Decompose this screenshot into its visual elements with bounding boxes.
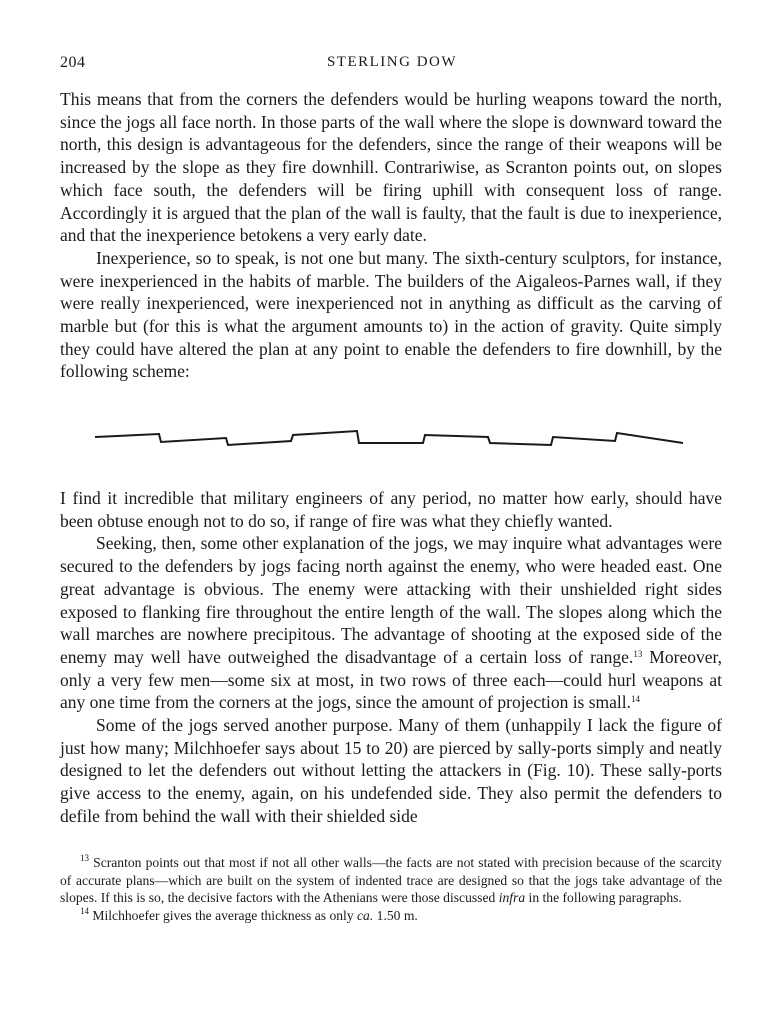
main-text-upper	[60, 88, 722, 383]
footnote-italic: ca.	[357, 907, 374, 923]
running-head: STERLING DOW	[326, 54, 458, 70]
footnote-14	[60, 907, 722, 925]
paragraph: I find it incredible that military engineers of any period, no matter how early, should have been obtuse enough not to do so, if range of fire was what they chiefly wanted.	[60, 488, 722, 531]
paragraph	[60, 532, 722, 714]
footnote-mark: 14	[80, 905, 89, 916]
paragraph: Some of the jogs served another purpose. Many of them (unhappily I lack the figure of just how many; Milchhoefer says about 15 to 20) are pierced by sally-ports simply and neatly designed to let the defenders out without letting the attackers in (Fig. 10). These sally-ports give access to the enemy, again, on his undefended side. They also permit the defenders to defile from behind the wall with their shielded side	[60, 715, 722, 826]
wall-plan-diagram	[95, 428, 685, 452]
footnote-13	[60, 854, 722, 907]
wall-plan-figure	[95, 428, 685, 452]
footnote-text: 1.50 m.	[373, 907, 418, 923]
paragraph: This means that from the corners the defenders would be hurling weapons toward the north, since the jogs all face north. In those parts of the wall where the slope is downward toward the north, this design is advantageous for the defenders, since the range of their weapons will be increased by the slope as they fire downhill. Contrariwise, as Scranton points out, on slopes which face south, the defenders will be firing uphill with consequent loss of range. Accordingly it is argued that the plan of the wall is faulty, that the fault is due to inexperience, and that the inexperience betokens a very early date.	[60, 89, 722, 246]
paragraph-text: Moreover, only a very few men—some six at most, in two rows of three each—could hurl weapons at any one time from the corners at the jogs, since the amount of projection is small.	[60, 646, 722, 713]
main-text-lower	[60, 487, 722, 828]
footnote-ref-14[interactable]: 14	[631, 694, 641, 705]
paragraph: Inexperience, so to speak, is not one but many. The sixth-century sculptors, for instance, were inexperienced in the habits of marble. The builders of the Aigaleos-Parnes wall, if they were really inexperienced, were inexperienced not in anything as difficult as the carving of marble but (for this is what the argument amounts to) in the action of gravity. Quite simply they could have altered the plan at any point to enable the defenders to fire downhill, by the following scheme:	[60, 247, 722, 382]
footnote-mark: 13	[80, 853, 89, 863]
footnote-text: Milchhoefer gives the average thickness as only	[89, 907, 358, 923]
paragraph-text: Seeking, then, some other explanation of the jogs, we may inquire what advantages were secured to the defenders by jogs facing north against the enemy, who were headed east. One great advantage is obvious. The enemy were attacking with their unshielded right sides exposed to flanking fire throughout the entire length of the wall. The slopes along which the wall marches are nowhere precipitous. The advantage of shooting at the exposed side of the enemy may well have outweighed the disadvantage of a certain loss of range.	[60, 533, 722, 667]
footnote-text: in the following paragraphs.	[525, 890, 682, 906]
footnotes	[60, 854, 722, 924]
footnote-text: Scranton points out that most if not all other walls—the facts are not stated with precision because of the scarcity of accurate plans—which are built on the system of indented trace are designed so that the jogs take advantage of the slopes. If this is so, the decisive factors with the Athenians were those discussed	[60, 855, 722, 906]
page-number: 204	[60, 54, 86, 71]
footnote-ref-13[interactable]: 13	[633, 648, 643, 659]
footnote-italic: infra	[498, 890, 526, 906]
